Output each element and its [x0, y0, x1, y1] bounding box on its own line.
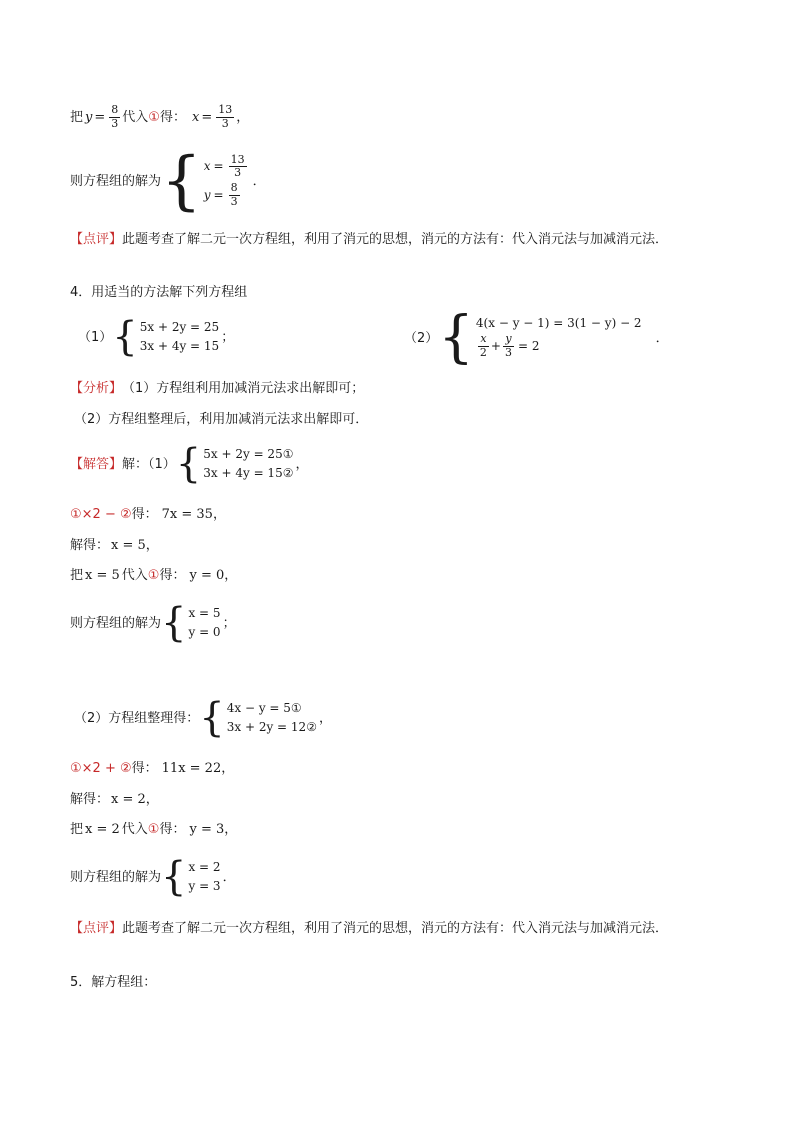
text: 得：	[159, 109, 186, 125]
step-solve-2	[70, 791, 159, 807]
equation-system: { x = 5 y = 0	[161, 600, 221, 646]
text: ，	[295, 456, 309, 472]
comment-text: 此题考查了解二元一次方程组，利用了消元的思想，消元的方法有：代入消元法与加减消元法．	[122, 920, 669, 936]
equation-system: { x = $\frac{13}{3}$ y = $\frac{8}{3}$	[161, 144, 245, 218]
math-expr: 11x = 22	[161, 760, 222, 776]
text: ，	[224, 821, 238, 837]
math-expr: y = 3	[189, 821, 225, 837]
step-solve-1	[70, 537, 159, 553]
math-expr: 7x = 35	[161, 506, 213, 522]
math-expr: x = 5	[85, 567, 120, 583]
text: ，	[236, 109, 250, 125]
comment-text: 此题考查了解二元一次方程组，利用了消元的思想，消元的方法有：代入消元法与加减消元法．	[122, 231, 669, 247]
math-expr: x = 2	[111, 791, 146, 807]
solution-line-1	[70, 146, 266, 216]
question-4-title	[70, 284, 247, 300]
circled-ref: ①	[148, 109, 160, 125]
text: 得：	[159, 567, 186, 583]
text: 则方程组的解为	[70, 173, 162, 189]
substitution-line-1	[70, 100, 249, 134]
solution-result-1	[70, 600, 236, 646]
text: ，	[224, 567, 238, 583]
equation-system: { 4(x − y − 1) = 3(1 − y) − 2 $\frac{x}{2}$ + $\frac{y}{3}$ = 2	[438, 305, 642, 370]
math-var: x	[191, 109, 200, 125]
equation-system: { 5x + 2y = 25① 3x + 4y = 15②	[175, 441, 294, 487]
text: ．	[222, 869, 236, 885]
text: ；	[222, 615, 236, 631]
solution-tag: 【解答】	[70, 456, 123, 472]
text: ，	[212, 506, 226, 522]
text: 解得：	[70, 537, 110, 553]
solution-start	[70, 441, 309, 487]
circled-ref: ①	[147, 567, 160, 583]
math-eq: =	[201, 109, 213, 125]
text: 解得：	[70, 791, 110, 807]
text: ，	[318, 710, 332, 726]
circled-ref: ①×2 + ②	[70, 760, 132, 776]
step-eliminate-1	[70, 506, 226, 522]
comment-tag: 【点评】	[70, 920, 123, 936]
text: ，	[145, 537, 159, 553]
question-4-part-1	[78, 316, 234, 358]
question-text: 5．解方程组：	[70, 974, 157, 990]
step-substitute-1	[70, 567, 237, 583]
math-expr: y = 0	[189, 567, 225, 583]
comment-line-2	[70, 920, 668, 936]
analysis-text: （2）方程组整理后，利用加减消元法求出解即可．	[74, 411, 369, 427]
step-substitute-2	[70, 821, 237, 837]
text: 得：	[131, 760, 158, 776]
text: 把	[70, 567, 84, 583]
text: 则方程组的解为	[70, 615, 162, 631]
fraction: $\frac{13}{3}$	[218, 102, 233, 130]
solution-part-2-start	[74, 695, 332, 741]
equation-system: { 4x − y = 5① 3x + 2y = 12②	[199, 695, 317, 741]
text: 代入	[121, 821, 148, 837]
step-eliminate-2	[70, 760, 234, 776]
text: 得：	[159, 821, 186, 837]
text: ，	[145, 791, 159, 807]
circled-ref: ①	[147, 821, 160, 837]
question-5-title	[70, 974, 156, 990]
left-brace: {	[161, 144, 202, 218]
comment-line-1	[70, 231, 668, 247]
equation-system: { x = 2 y = 3	[161, 854, 221, 900]
fraction: $\frac{8}{3}$	[111, 102, 119, 130]
text: 则方程组的解为	[70, 869, 162, 885]
text: 得：	[131, 506, 158, 522]
circled-ref: ①×2 − ②	[70, 506, 132, 522]
analysis-line-1	[70, 380, 364, 396]
text: 解：（1）	[122, 456, 176, 472]
analysis-text: （1）方程组利用加减消元法求出解即可；	[122, 380, 365, 396]
question-4-part-2	[404, 305, 669, 370]
comment-tag: 【点评】	[70, 231, 123, 247]
text: 代入	[122, 109, 149, 125]
analysis-tag: 【分析】	[70, 380, 123, 396]
math-eq: =	[94, 109, 106, 125]
math-expr: x = 5	[111, 537, 146, 553]
text: （1）	[78, 329, 113, 345]
text: 把	[70, 109, 84, 125]
text: ，	[221, 760, 235, 776]
text: 把	[70, 821, 84, 837]
math-var: y	[85, 109, 93, 125]
equation-system: { 5x + 2y = 25 3x + 4y = 15	[112, 314, 220, 360]
text: ；	[221, 329, 235, 345]
text: （2）方程组整理得：	[74, 710, 200, 726]
math-expr: x = 2	[85, 821, 120, 837]
analysis-line-2	[74, 411, 368, 427]
text: 代入	[121, 567, 148, 583]
text: ．	[252, 173, 266, 189]
text: （2）	[404, 330, 439, 346]
solution-result-2	[70, 854, 236, 900]
text: ．	[655, 330, 669, 346]
question-text: 4．用适当的方法解下列方程组	[70, 284, 248, 300]
